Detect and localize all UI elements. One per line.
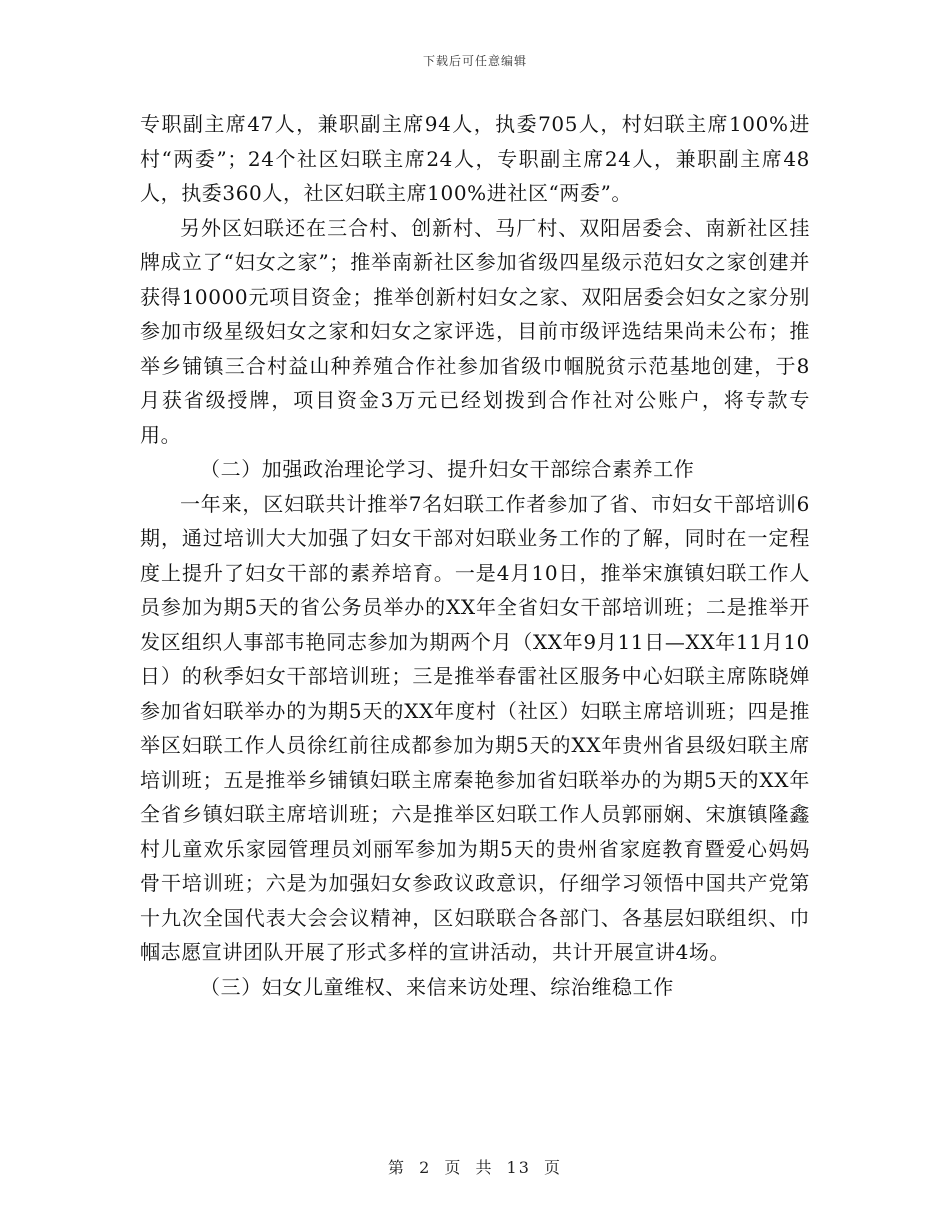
paragraph-continuation: 专职副主席47人，兼职副主席94人，执委705人，村妇联主席100%进村“两委”；24个社区妇联主席24人，专职副主席24人，兼职副主席48人，执委360人，社区妇联主席100%进社区“两委”。 <box>140 112 810 205</box>
paragraph-women-home: 另外区妇联还在三合村、创新村、马厂村、双阳居委会、南新社区挂牌成立了“妇女之家”；推举南新社区参加省级四星级示范妇女之家创建并获得10000元项目资金；推举创新村妇女之家、双阳居委会妇女之家分别参加市级星级妇女之家和妇女之家评选，目前市级评选结果尚未公布；推举乡铺镇三合村益山种养殖合作社参加省级巾帼脱贫示范基地创建，于8月获省级授牌，项目资金3万元已经划拨到合作社对公账户，将专款专用。 <box>140 215 810 447</box>
page-header: 下载后可任意编辑 <box>422 54 527 68</box>
section-heading-3: （三）妇女儿童维权、来信来访处理、综治维稳工作 <box>200 974 674 999</box>
section-heading-2: （二）加强政治理论学习、提升妇女干部综合素养工作 <box>200 457 695 481</box>
document-body <box>140 107 810 1004</box>
page-footer: 第 2 页 共 13 页 <box>388 1158 562 1177</box>
paragraph-training: 一年来，区妇联共计推举7名妇联工作者参加了省、市妇女干部培训6期，通过培训大大加强了妇女干部对妇联业务工作的了解，同时在一定程度上提升了妇女干部的素养培育。一是4月10日，推举宋旗镇妇联工作人员参加为期5天的省公务员举办的XX年全省妇女干部培训班；二是推举开发区组织人事部韦艳同志参加为期两个月（XX年9月11日—XX年11月10日）的秋季妇女干部培训班；三是推举春雷社区服务中心妇联主席陈晓婵参加省妇联举办的为期5天的XX年度村（社区）妇联主席培训班；四是推举区妇联工作人员徐红前往成都参加为期5天的XX年贵州省县级妇联主席培训班；五是推举乡铺镇妇联主席秦艳参加省妇联举办的为期5天的XX年全省乡镇妇联主席培训班；六是推举区妇联工作人员郭丽娴、宋旗镇隆鑫村儿童欢乐家园管理员刘丽军参加为期5天的贵州省家庭教育暨爱心妈妈骨干培训班；六是为加强妇女参政议政意识，仔细学习领悟中国共产党第十九次全国代表大会会议精神，区妇联联合各部门、各基层妇联组织、巾帼志愿宣讲团队开展了形式多样的宣讲活动，共计开展宣讲4场。 <box>140 491 810 964</box>
